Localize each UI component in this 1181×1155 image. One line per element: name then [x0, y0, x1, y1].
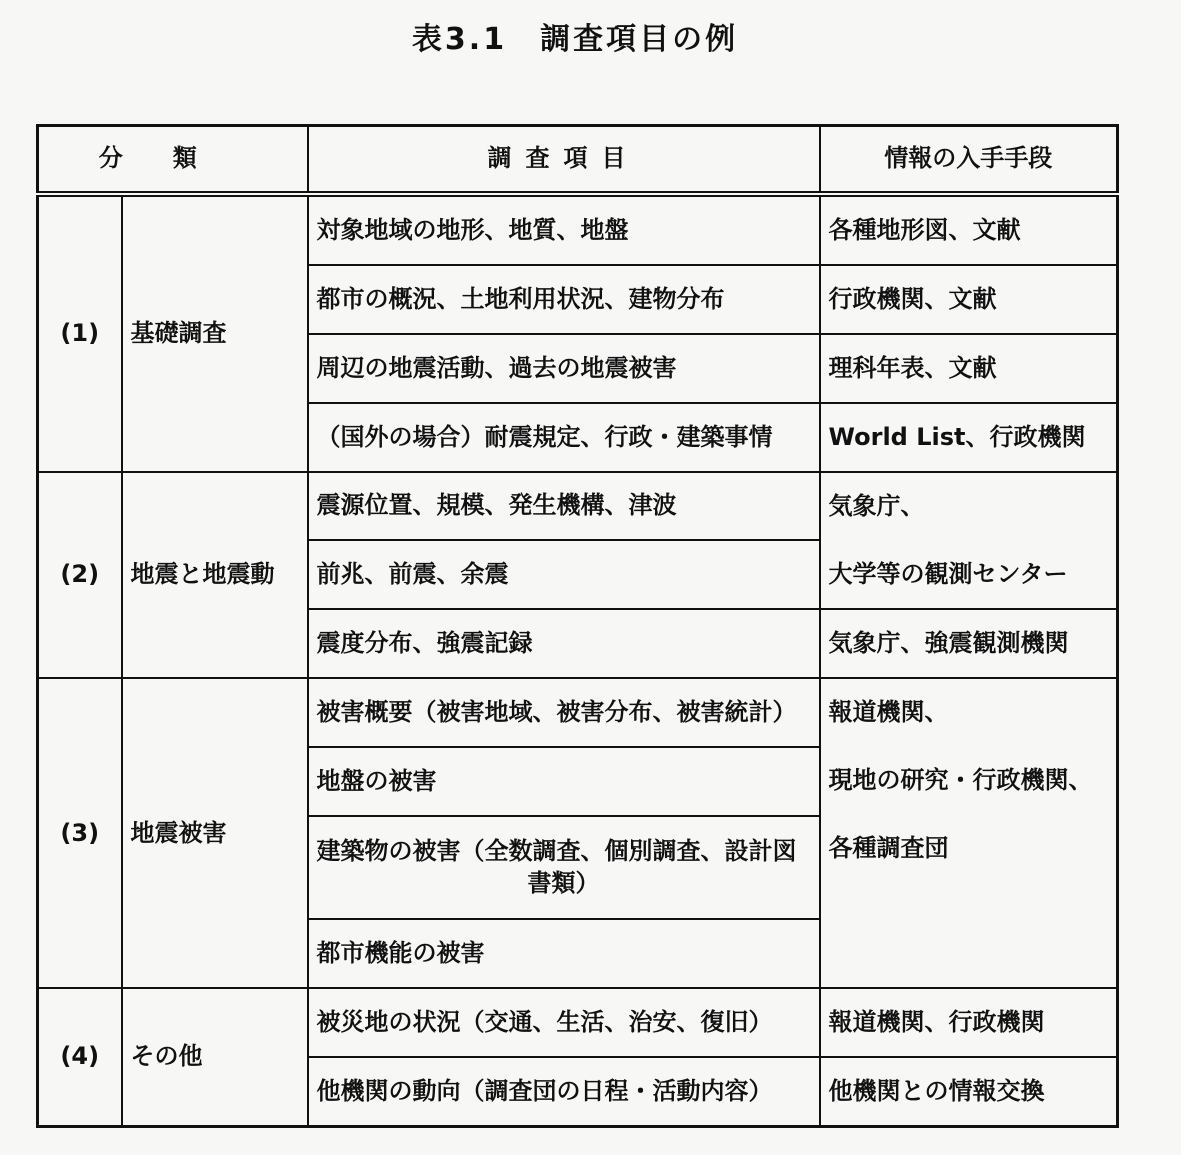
header-source: 情報の入手手段 [820, 126, 1118, 195]
category-name: 地震被害 [122, 678, 308, 988]
info-source: 理科年表、文献 [820, 334, 1118, 403]
info-source-line: 報道機関、 [828, 698, 949, 727]
survey-item: 震源位置、規模、発生機構、津波 [308, 472, 820, 541]
category-name: 基礎調査 [122, 194, 308, 472]
category-name: その他 [122, 988, 308, 1126]
info-source-line: 気象庁、 [828, 491, 925, 520]
table-header-row [38, 126, 1118, 195]
info-source: 気象庁、強震観測機関 [820, 609, 1118, 678]
survey-item: 地盤の被害 [308, 747, 820, 816]
survey-item: 震度分布、強震記録 [308, 609, 820, 678]
survey-item: 都市機能の被害 [308, 919, 820, 988]
info-source [820, 678, 1118, 988]
table-row [38, 678, 1118, 747]
info-source: 行政機関、文献 [820, 265, 1118, 334]
info-source: 他機関との情報交換 [820, 1057, 1118, 1127]
header-category: 分類 [38, 126, 308, 195]
survey-items-table [36, 124, 1119, 1128]
header-item: 調査項目 [308, 126, 820, 195]
info-source: 報道機関、行政機関 [820, 988, 1118, 1057]
survey-item: 対象地域の地形、地質、地盤 [308, 194, 820, 265]
survey-item: 前兆、前震、余震 [308, 540, 820, 609]
info-source: World List、行政機関 [820, 403, 1118, 472]
table-row [38, 194, 1118, 265]
table-title: 表3.1 調査項目の例 [411, 22, 739, 57]
category-number: (1) [38, 194, 122, 472]
survey-item: 他機関の動向（調査団の日程・活動内容） [308, 1057, 820, 1127]
info-source-line: 現地の研究・行政機関、 [828, 766, 1093, 795]
info-source-line: 大学等の観測センター [828, 559, 1068, 588]
survey-item: 被害概要（被害地域、被害分布、被害統計） [308, 678, 820, 747]
info-source [820, 472, 1118, 610]
info-source-line: 各種調査団 [828, 834, 949, 863]
table-row [38, 472, 1118, 541]
category-name: 地震と地震動 [122, 472, 308, 679]
survey-item-line: 建築物の被害（全数調査、個別調査、設計図 [316, 837, 797, 866]
survey-item: 周辺の地震活動、過去の地震被害 [308, 334, 820, 403]
info-source: 各種地形図、文献 [820, 194, 1118, 265]
category-number: (2) [38, 472, 122, 679]
survey-item [308, 816, 820, 919]
survey-item: 都市の概況、土地利用状況、建物分布 [308, 265, 820, 334]
survey-item-line: 書類） [527, 868, 600, 897]
category-number: (4) [38, 988, 122, 1126]
survey-item: （国外の場合）耐震規定、行政・建築事情 [308, 403, 820, 472]
survey-item: 被災地の状況（交通、生活、治安、復旧） [308, 988, 820, 1057]
category-number: (3) [38, 678, 122, 988]
table-row [38, 988, 1118, 1057]
